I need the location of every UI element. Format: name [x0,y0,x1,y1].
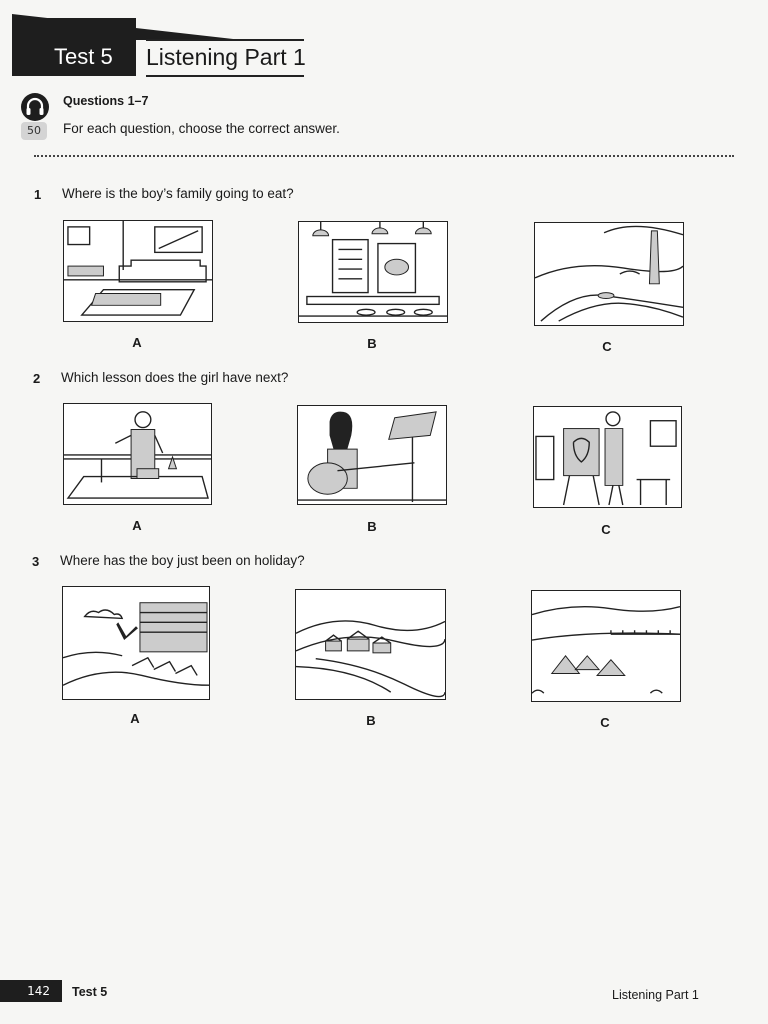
q2-option-b-guitar-music-image[interactable] [297,405,447,505]
q2-option-a-science-lab-image[interactable] [63,403,212,505]
question-text: Which lesson does the girl have next? [61,370,289,385]
page-number: 142 [0,980,62,1002]
question-number: 1 [34,187,42,202]
option-label-a: A [132,335,142,350]
option-label-c: C [602,339,612,354]
q3-option-c-camping-tents-image[interactable] [531,590,681,702]
option-label-a: A [130,711,140,726]
title-rule-top [146,39,304,41]
title-rule-bottom [146,75,304,77]
footer-test-label: Test 5 [72,985,108,999]
q3-option-a-beach-hotel-image[interactable] [62,586,210,700]
question-text: Where has the boy just been on holiday? [60,553,305,568]
instruction-text: For each question, choose the correct answer. [63,121,340,136]
q2-option-c-art-painting-image[interactable] [533,406,682,508]
section-title: Listening Part 1 [146,44,306,70]
dotted-divider [34,155,734,157]
test-label: Test 5 [54,44,113,69]
questions-range: Questions 1–7 [63,94,149,108]
q1-option-b-burger-cafe-image[interactable] [298,221,448,323]
question-number: 2 [33,371,41,386]
option-label-a: A [132,518,142,533]
option-label-b: B [367,336,377,351]
q3-option-b-countryside-village-image[interactable] [295,589,446,700]
track-number-badge: 50 [21,122,47,140]
headphones-icon [20,92,50,122]
q1-option-a-living-room-image[interactable] [63,220,213,322]
footer-section-label: Listening Part 1 [612,988,699,1002]
question-text: Where is the boy’s family going to eat? [62,186,294,201]
option-label-b: B [366,713,376,728]
question-number: 3 [32,554,40,569]
q1-option-c-park-picnic-image[interactable] [534,222,684,326]
option-label-c: C [601,522,611,537]
option-label-b: B [367,519,377,534]
option-label-c: C [600,715,610,730]
